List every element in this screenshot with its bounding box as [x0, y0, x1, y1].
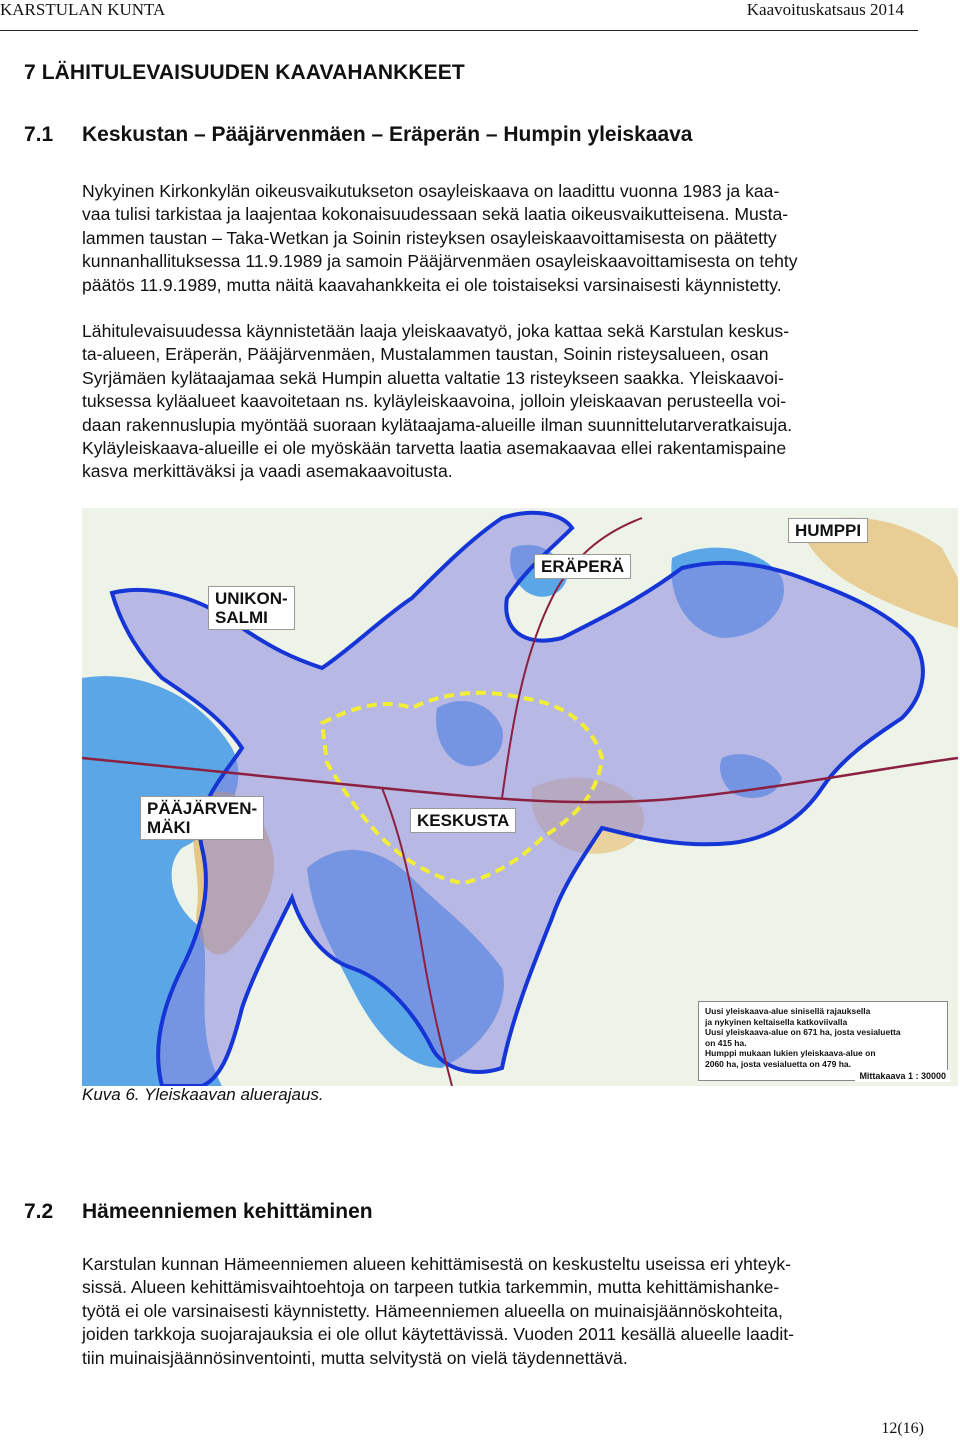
paragraph-line: päätös 11.9.1989, mutta näitä kaavahankkeita ei ole toistaiseksi varsinaisesti käynnistetty. — [82, 274, 782, 295]
paragraph-line: tuksessa kyläalueet kaavoitetaan ns. kyläyleiskaavoina, jolloin yleiskaavan perusteella voi- — [82, 391, 787, 412]
paragraph-line: kunnanhallituksessa 11.9.1989 ja samoin Pääjärvenmäen osayleiskaavoittamisesta on tehty — [82, 251, 798, 272]
paragraph-line: sissä. Alueen kehittämisvaihtoehtoja on tarpeen tutkia tarkemmin, mutta kehittämishanke- — [82, 1277, 780, 1298]
map-scale: Mittakaava 1 : 30000 — [855, 1070, 950, 1082]
paragraph-line: työtä ei ole varsinaisesti käynnistetty. Hämeenniemen alueella on muinaisjäännöskohteita, — [82, 1300, 783, 1321]
label-line: PÄÄJÄRVEN- — [147, 799, 258, 818]
label-line: MÄKI — [147, 818, 191, 837]
subsection-7-1-heading — [24, 123, 693, 147]
paragraph-2 — [82, 320, 912, 484]
paragraph-line: tiin muinaisjäännösinventointi, mutta selvitystä on vielä täydennettävä. — [82, 1347, 628, 1368]
subsection-title: Hämeenniemen kehittäminen — [82, 1200, 373, 1223]
section-title: 7 LÄHITULEVAISUUDEN KAAVAHANKKEET — [24, 61, 465, 84]
label-paajarvenmaki — [140, 796, 264, 840]
paragraph-line: kasva merkittäväksi ja vaadi asemakaavoitusta. — [82, 461, 453, 482]
label-humppi: HUMPPI — [788, 518, 868, 543]
paragraph-line: lammen taustan – Taka-Wetkan ja Soinin risteyksen osayleiskaavoittamisesta on päätetty — [82, 227, 777, 248]
paragraph-line: Karstulan kunnan Hämeenniemen alueen kehittämisestä on keskusteltu useissa eri yhteyk- — [82, 1254, 792, 1274]
header-document-title: Kaavoituskatsaus 2014 — [746, 0, 904, 19]
paragraph-line: Syrjämäen kylätaajamaa sekä Humpin aluetta valtatie 13 risteykseen saakka. Yleiskaavoi- — [82, 367, 784, 388]
paragraph-line: daan rakennuslupia myöntää suoraan kylätaajama-alueille ilman suunnittelutarveratkaisuja. — [82, 414, 793, 435]
paragraph-line: joiden tarkkoja suojarajauksia ei ole ollut käytettävissä. Vuoden 2011 kesällä alueelle laadit- — [82, 1324, 795, 1345]
legend-line: 2060 ha, josta vesialuetta on 479 ha. — [705, 1058, 851, 1069]
label-unikonsalmi — [208, 586, 295, 630]
subsection-number: 7.2 — [24, 1200, 54, 1223]
label-eraepera: ERÄPERÄ — [534, 554, 631, 579]
paragraph-line: Lähitulevaisuudessa käynnistetään laaja yleiskaavatyö, joka kattaa sekä Karstulan keskus- — [82, 321, 790, 341]
legend-line: on 415 ha. — [705, 1037, 747, 1048]
label-line: UNIKON- — [215, 589, 288, 608]
paragraph-3 — [82, 1253, 912, 1370]
paragraph-line: vaa tulisi tarkistaa ja laajentaa kokonaisuudessaan sekä laatia oikeusvaikutteisena. Musta- — [82, 204, 789, 225]
header-rule — [0, 30, 918, 31]
page-number: 12(16) — [881, 1420, 924, 1437]
paragraph-line: Nykyinen Kirkonkylän oikeusvaikutukseton osayleiskaava on laadittu vuonna 1983 ja kaa- — [82, 181, 780, 201]
legend-line: Uusi yleiskaava-alue on 671 ha, josta vesialuetta — [705, 1027, 901, 1037]
subsection-number: 7.1 — [24, 123, 54, 146]
plan-area-map — [82, 508, 958, 1086]
legend-line: Humppi mukaan lukien yleiskaava-alue on — [705, 1048, 876, 1058]
figure-caption: Kuva 6. Yleiskaavan aluerajaus. — [82, 1085, 324, 1104]
header-municipality: KARSTULAN KUNTA — [0, 0, 166, 19]
subsection-7-2-heading — [24, 1200, 373, 1224]
legend-line: Uusi yleiskaava-alue sinisellä rajauksella — [705, 1006, 871, 1016]
paragraph-line: ta-alueen, Eräperän, Pääjärvenmäen, Mustalammen taustan, Soinin risteysalueen, osan — [82, 344, 769, 365]
paragraph-1 — [82, 180, 912, 297]
legend-line: ja nykyinen keltaisella katkoviivalla — [705, 1016, 848, 1027]
map-legend — [698, 1001, 948, 1081]
subsection-title: Keskustan – Pääjärvenmäen – Eräperän – Humpin yleiskaava — [82, 123, 693, 146]
paragraph-line: Kyläyleiskaava-alueille ei ole myöskään tarvetta laatia asemakaavaa ellei rakentamispaine — [82, 438, 787, 459]
label-line: SALMI — [215, 608, 268, 627]
label-keskusta: KESKUSTA — [410, 808, 516, 833]
